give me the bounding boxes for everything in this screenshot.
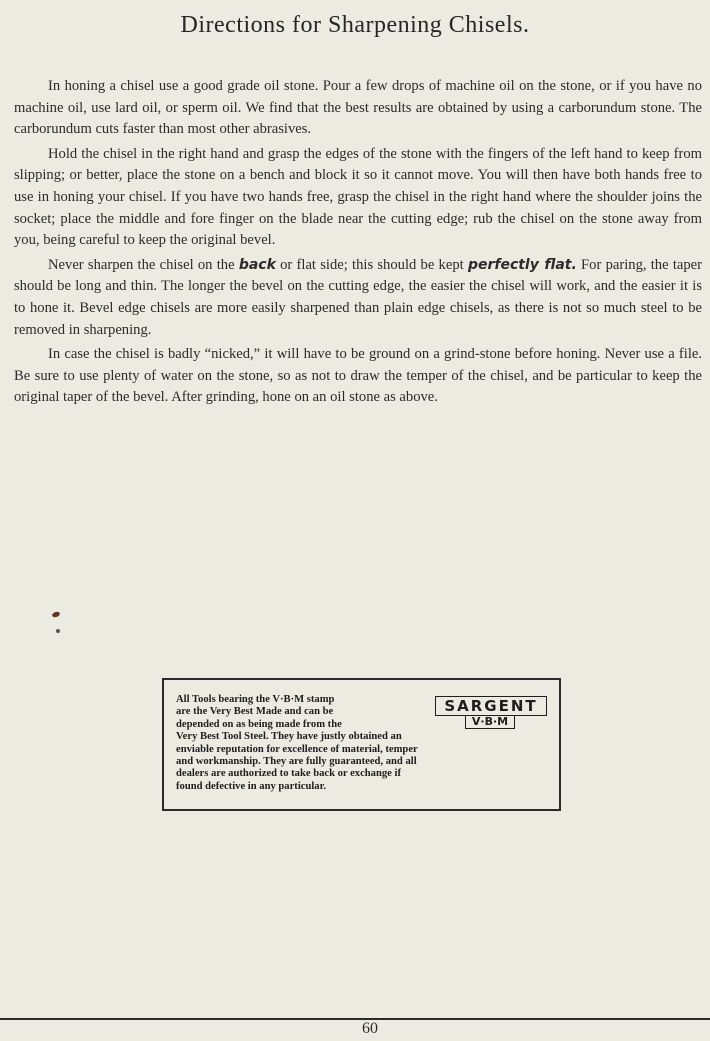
paragraph-holding: Hold the chisel in the right hand and grasp the edges of the stone with the fingers of the left hand to keep from slipping; or better, place the stone on a bench and block it so it cannot move. You will then have both hands free to use in honing your chisel. If you have two hands free, grasp the chisel in the right hand where the shoulder joins the socket; place the middle and fore finger on the blade near the cutting edge; rub the chisel on the stone away from you, being careful to keep the original bevel. <box>14 145 702 249</box>
emphasis-back: back <box>238 256 276 273</box>
notice-line: and workmanship. They are fully guaranteed, and all <box>176 756 417 768</box>
notice-line: are the Very Best Made and can be <box>176 706 334 718</box>
stamp-vbm-mark: V·B·M <box>465 715 515 729</box>
notice-line: dealers are authorized to take back or exchange if <box>176 768 401 780</box>
ink-mark <box>51 611 60 618</box>
paragraph-text: For paring, the taper should be long and thin. The longer the bevel on the cutting edge, the easier the chisel will work, and the easier it is to hone it. Bevel edge chisels are more easily sharpened than plain edge chisels, as there is not so much steel to be removed in sharpening. <box>14 256 702 338</box>
vbm-notice-box <box>162 678 561 811</box>
emphasis-perfectly-flat: perfectly flat. <box>467 256 577 273</box>
page-number: 60 <box>362 1020 378 1037</box>
notice-line: found defective in any particular. <box>176 780 326 792</box>
notice-line: All Tools bearing the V·B·M stamp <box>176 694 335 705</box>
paragraph-text: or flat side; this should be kept <box>275 256 468 273</box>
ink-dot <box>56 629 60 633</box>
paragraph-honing: In honing a chisel use a good grade oil stone. Pour a few drops of machine oil on the stone, or if you have no machine oil, use lard oil, or sperm oil. We find that the best results are obtained by using a carborundum stone. The carborundum cuts faster than most other abrasives. <box>14 78 702 138</box>
page-title: Directions for Sharpening Chisels. <box>180 12 530 38</box>
notice-line: enviable reputation for excellence of material, temper <box>176 743 418 755</box>
body-text <box>14 76 702 412</box>
sargent-vbm-stamp <box>435 696 547 728</box>
paragraph-nicked: In case the chisel is badly “nicked,” it will have to be ground on a grind-stone before honing. Never use a file. Be sure to use plenty of water on the stone, so as not to draw the temper of the chisel, and be particular to keep the original taper of the bevel. After grinding, hone on an oil stone as above. <box>14 346 702 406</box>
notice-line: depended on as being made from the <box>176 718 342 730</box>
paragraph-text: Never sharpen the chisel on the <box>48 256 239 273</box>
stamp-brand: SARGENT <box>435 696 547 716</box>
paragraph-flat-side <box>14 255 702 341</box>
notice-line: Very Best Tool Steel. They have justly obtained an <box>176 731 402 743</box>
